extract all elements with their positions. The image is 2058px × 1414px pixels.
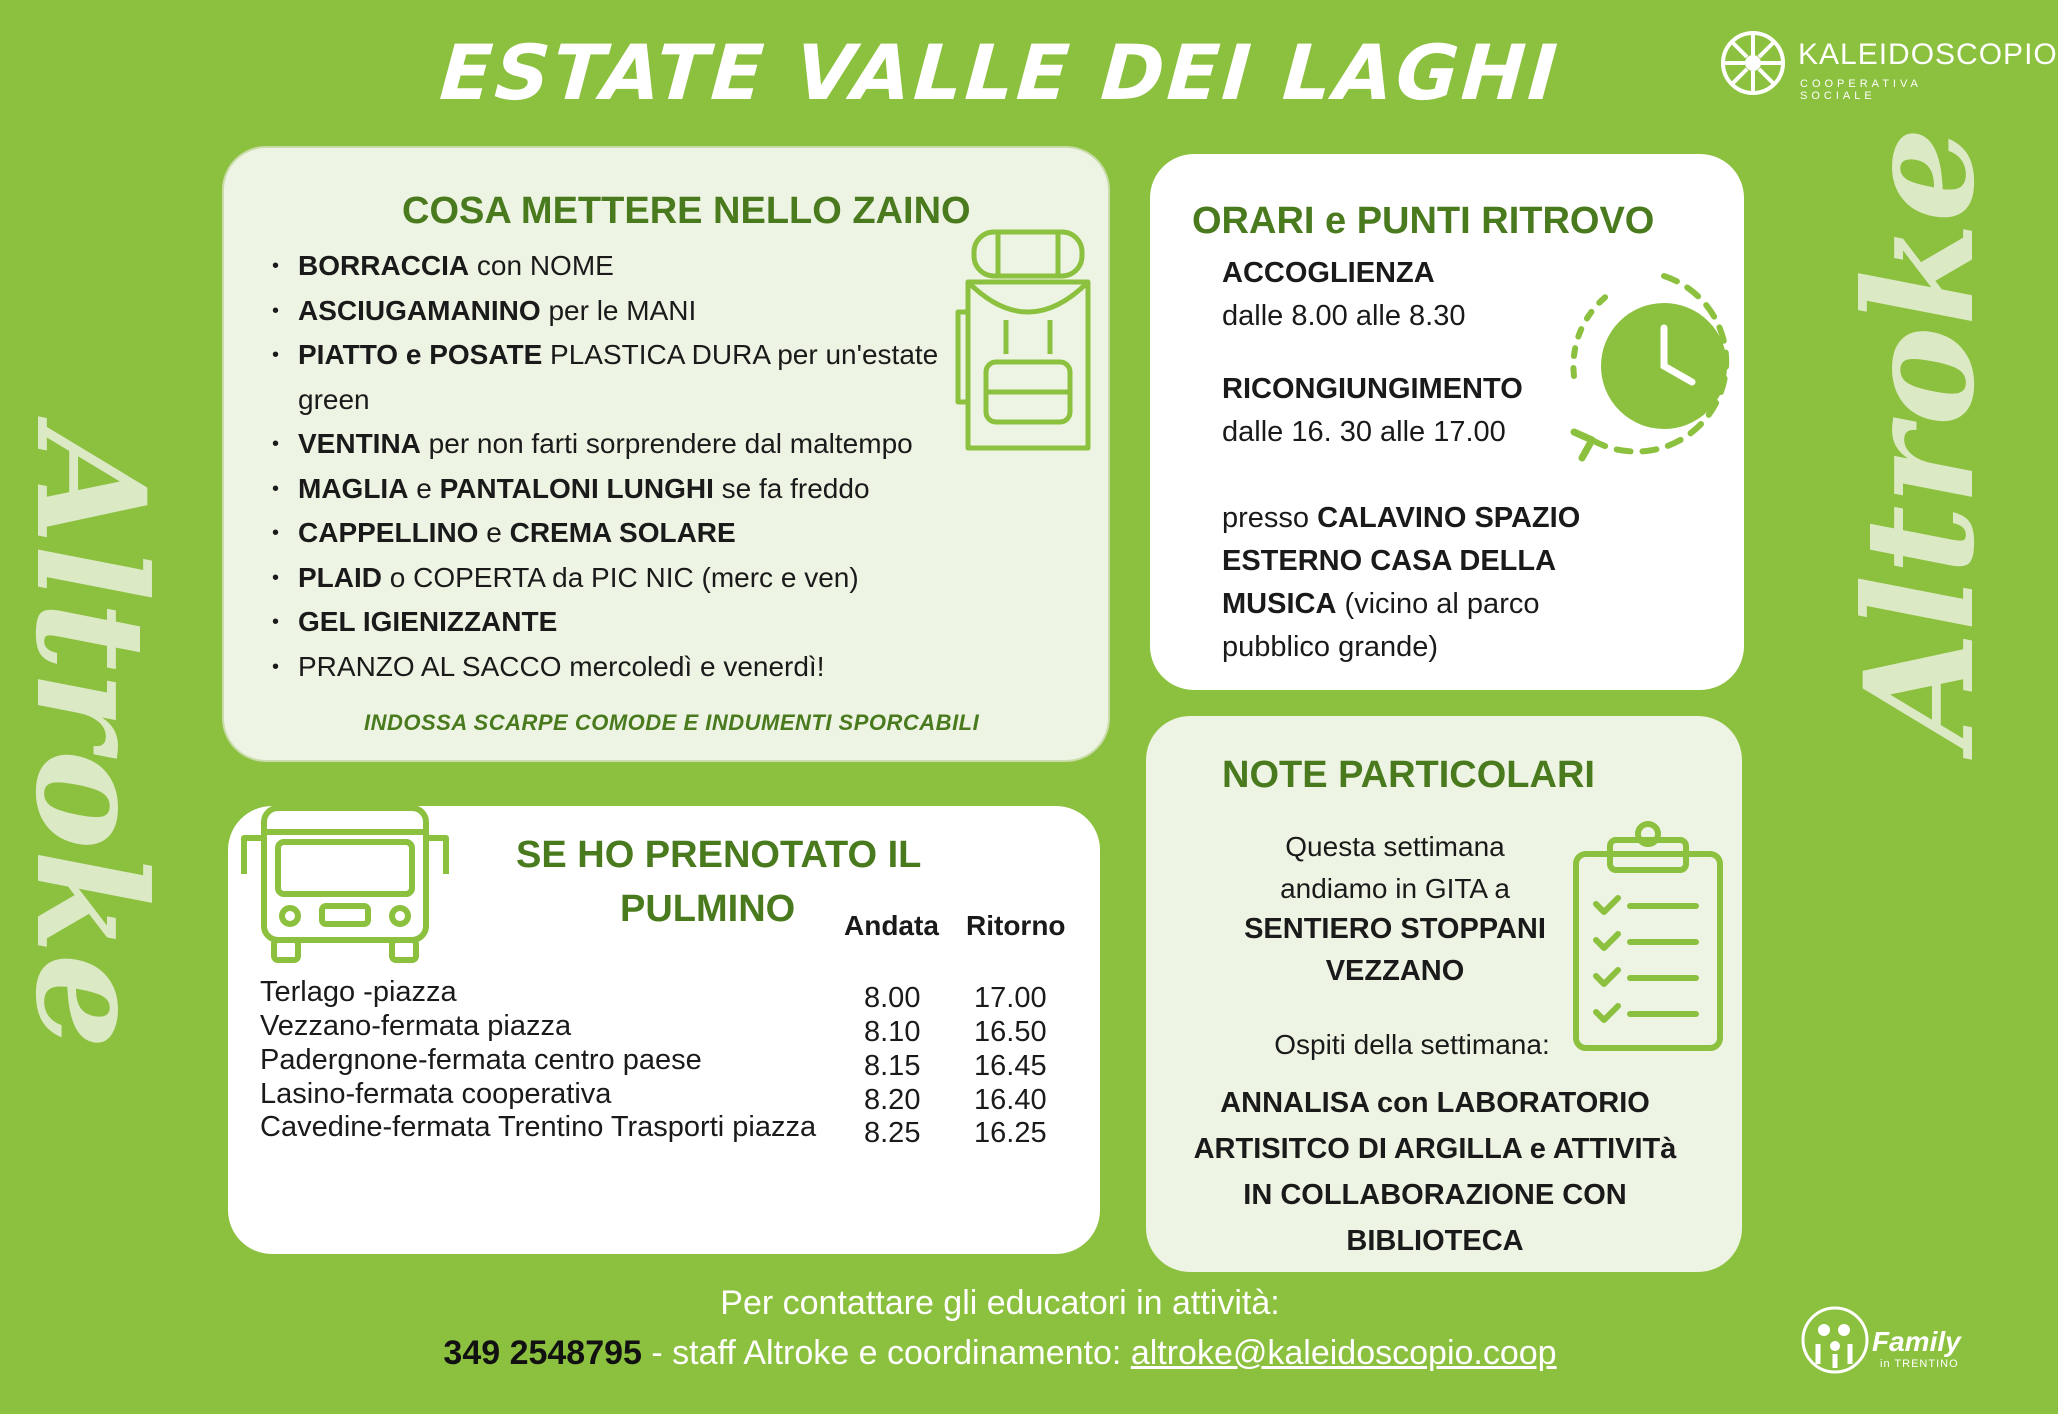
note-line1: Questa settimana [1285,831,1505,862]
zaino-item-bold: PIATTO e POSATE [298,339,543,370]
zaino-item-text: con NOME [469,250,614,281]
zaino-item-connector: e [408,472,440,504]
col-andata: Andata [844,910,939,941]
guest-line2: ARTISITCO DI ARGILLA e ATTIVITà [1193,1133,1677,1165]
zaino-item-bold: CREMA SOLARE [509,517,736,548]
pulmino-heading-line2: PULMINO [620,888,796,930]
family-logo-text: Family [1872,1326,1961,1357]
note-line2: andiamo in GITA a [1280,873,1510,904]
zaino-item-text: per non farti sorprendere dal maltempo [420,428,913,459]
zaino-item-bold: GEL IGIENIZZANTE [298,606,558,637]
phone-number[interactable]: 349 2548795 [443,1334,642,1372]
zaino-item-bold: PLAID [298,561,382,593]
kaleidoscope-icon [1718,28,1788,98]
side-brand-right: Altroke [1832,126,2008,748]
pulmino-heading-line1: SE HO PRENOTATO IL [516,834,922,876]
guest-line3: IN COLLABORAZIONE CON [1243,1179,1627,1211]
guest-line4: BIBLIOTECA [1346,1225,1524,1257]
logo-subtitle: COOPERATIVA SOCIALE [1800,78,1922,102]
clock-icon [1552,256,1742,492]
bus-stop-name: Padergnone-fermata centro paese [260,1044,702,1076]
meeting-place-name: CALAVINO SPAZIO ESTERNO CASA DELLA MUSICA [1222,502,1581,620]
andata-time: 8.20 [864,1084,921,1116]
zaino-item [272,289,972,334]
zaino-item-bold: MAGLIA [298,472,409,504]
ritorno-time: 16.45 [974,1050,1047,1082]
guest-line1: ANNALISA con LABORATORIO [1220,1087,1650,1119]
col-ritorno: Ritorno [966,910,1066,941]
zaino-item-connector: e [478,517,510,548]
bus-icon [238,802,452,964]
zaino-item-bold: BORRACCIA [298,250,470,281]
zaino-item-text: PLASTICA DURA per un'estate green [298,339,939,415]
bus-stop-name: Terlago -piazza [260,976,457,1008]
footer-contacts [0,1334,2000,1373]
andata-time: 8.00 [864,982,921,1014]
logo-name: KALEIDOSCOPIO [1798,38,2058,71]
note-heading: NOTE PARTICOLARI [1222,754,1595,796]
family-logo-sub: in TRENTINO [1880,1358,1959,1370]
email-link[interactable]: altroke@kaleidoscopio.coop [1130,1334,1557,1372]
zaino-item [272,467,972,512]
zaino-item [272,422,972,467]
zaino-heading: COSA METTERE NELLO ZAINO [402,190,971,232]
bus-stop-name: Cavedine-fermata Trentino Trasporti piazza [260,1111,817,1143]
ritorno-time: 16.40 [974,1084,1047,1116]
kaleidoscopio-logo [1718,28,2058,102]
meeting-place-prefix: presso [1222,502,1318,534]
zaino-slogan: INDOSSA SCARPE COMODE E INDUMENTI SPORCABILI [364,710,980,735]
page-title: ESTATE VALLE DEI LAGHI [437,28,1563,117]
ricongiungimento-time: dalle 16. 30 alle 17.00 [1222,416,1506,448]
zaino-item-text: se fa freddo [713,472,870,504]
ritorno-time: 16.50 [974,1016,1047,1048]
zaino-item-text: o COPERTA da PIC NIC (merc e ven) [382,561,859,593]
orari-heading: ORARI e PUNTI RITROVO [1192,200,1655,242]
zaino-item [272,600,972,645]
zaino-item [272,333,972,422]
bus-stop-name: Lasino-fermata cooperativa [260,1078,612,1110]
footer-middle-text: - staff Altroke e coordinamento: [641,1334,1131,1372]
zaino-item-text: per le MANI [540,294,697,326]
gita-destination-2: VEZZANO [1325,955,1465,987]
zaino-item-bold: CAPPELLINO [298,517,479,548]
meeting-place [1222,497,1622,669]
ritorno-time: 16.25 [974,1117,1047,1149]
ricongiungimento-label: RICONGIUNGIMENTO [1222,373,1523,405]
zaino-item [272,511,972,556]
ospiti-label: Ospiti della settimana: [1274,1029,1550,1060]
bus-stop-name: Vezzano-fermata piazza [260,1010,572,1042]
side-brand-left: Altroke [2,428,178,1050]
zaino-item-text: PRANZO AL SACCO mercoledì e venerdì! [298,650,825,682]
zaino-item-bold: VENTINA [298,428,421,459]
zaino-list [272,244,972,689]
gita-destination-1: SENTIERO STOPPANI [1244,913,1546,945]
accoglienza-label: ACCOGLIENZA [1222,257,1435,289]
family-trentino-logo [1800,1296,1970,1386]
clipboard-icon [1570,818,1726,1054]
footer-line1: Per contattare gli educatori in attività: [720,1284,1280,1322]
zaino-item-bold: PANTALONI LUNGHI [439,472,714,504]
accoglienza-time: dalle 8.00 alle 8.30 [1222,300,1466,332]
family-icon [1800,1300,1870,1380]
meeting-place-note: (vicino al parco pubblico grande) [1222,588,1540,663]
andata-time: 8.15 [864,1050,921,1082]
zaino-item [272,556,972,601]
zaino-item-bold: ASCIUGAMANINO [298,294,541,326]
zaino-item [272,645,972,690]
andata-time: 8.10 [864,1016,921,1048]
zaino-item [272,244,972,289]
ritorno-time: 17.00 [974,982,1047,1014]
backpack-icon [958,212,1098,462]
andata-time: 8.25 [864,1117,921,1149]
